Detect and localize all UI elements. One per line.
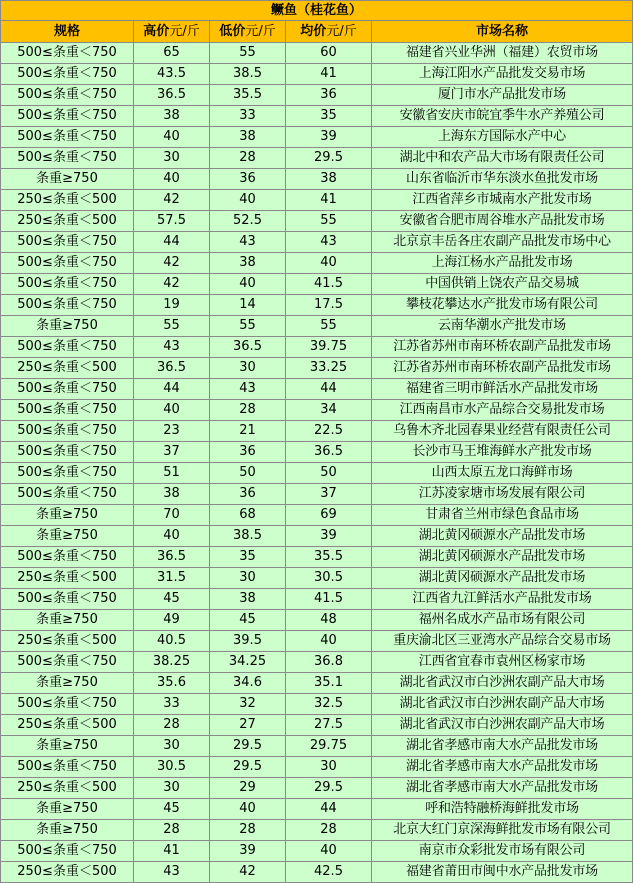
- table-row: [1, 190, 633, 211]
- spec-cell: 500≤条重＜750: [1, 547, 134, 568]
- avg-price-cell: 41.5: [286, 274, 372, 295]
- low-price-cell: 36: [210, 484, 286, 505]
- table-row: [1, 43, 633, 64]
- avg-price-cell: 48: [286, 610, 372, 631]
- table-row: [1, 169, 633, 190]
- spec-cell: 500≤条重＜750: [1, 379, 134, 400]
- header-low-label: 低价: [219, 24, 246, 39]
- table-row: [1, 463, 633, 484]
- market-cell: 湖北省武汉市白沙洲农副产品大市场: [372, 694, 633, 715]
- market-cell: 山西太原五龙口海鲜市场: [372, 463, 633, 484]
- header-spec: 规格: [1, 21, 134, 43]
- market-cell: 湖北中和农产品大市场有限责任公司: [372, 148, 633, 169]
- table-row: [1, 589, 633, 610]
- avg-price-cell: 43: [286, 232, 372, 253]
- table-row: [1, 526, 633, 547]
- table-row: [1, 64, 633, 85]
- low-price-cell: 34.6: [210, 673, 286, 694]
- high-price-cell: 51: [134, 463, 210, 484]
- low-price-cell: 28: [210, 148, 286, 169]
- avg-price-cell: 33.25: [286, 358, 372, 379]
- market-cell: 湖北省孝感市南大水产品批发市场: [372, 736, 633, 757]
- avg-price-cell: 41: [286, 64, 372, 85]
- high-price-cell: 40: [134, 526, 210, 547]
- market-cell: 重庆渝北区三亚湾水产品综合交易市场: [372, 631, 633, 652]
- header-avg: [286, 21, 372, 43]
- market-cell: 安徽省合肥市周谷堆水产品批发市场: [372, 211, 633, 232]
- avg-price-cell: 30: [286, 757, 372, 778]
- high-price-cell: 38.25: [134, 652, 210, 673]
- table-row: [1, 211, 633, 232]
- high-price-cell: 28: [134, 715, 210, 736]
- market-cell: 北京大红门京深海鲜批发市场有限公司: [372, 820, 633, 841]
- market-cell: 上海东方国际水产中心: [372, 127, 633, 148]
- high-price-cell: 43.5: [134, 64, 210, 85]
- high-price-cell: 57.5: [134, 211, 210, 232]
- spec-cell: 条重≥750: [1, 316, 134, 337]
- spec-cell: 250≤条重＜500: [1, 862, 134, 883]
- high-price-cell: 28: [134, 820, 210, 841]
- avg-price-cell: 38: [286, 169, 372, 190]
- market-cell: 上海江阳水产品批发交易市场: [372, 64, 633, 85]
- table-row: [1, 568, 633, 589]
- header-row: [1, 21, 633, 43]
- avg-price-cell: 36: [286, 85, 372, 106]
- spec-cell: 250≤条重＜500: [1, 715, 134, 736]
- spec-cell: 条重≥750: [1, 505, 134, 526]
- spec-cell: 250≤条重＜500: [1, 778, 134, 799]
- low-price-cell: 39: [210, 841, 286, 862]
- low-price-cell: 38: [210, 589, 286, 610]
- avg-price-cell: 60: [286, 43, 372, 64]
- header-avg-unit: 元/斤: [326, 24, 357, 39]
- avg-price-cell: 30.5: [286, 568, 372, 589]
- high-price-cell: 30: [134, 148, 210, 169]
- market-cell: 江西省萍乡市城南水产批发市场: [372, 190, 633, 211]
- avg-price-cell: 27.5: [286, 715, 372, 736]
- low-price-cell: 21: [210, 421, 286, 442]
- low-price-cell: 40: [210, 274, 286, 295]
- spec-cell: 条重≥750: [1, 736, 134, 757]
- low-price-cell: 42: [210, 862, 286, 883]
- market-cell: 呼和浩特融桥海鲜批发市场: [372, 799, 633, 820]
- avg-price-cell: 22.5: [286, 421, 372, 442]
- spec-cell: 500≤条重＜750: [1, 841, 134, 862]
- avg-price-cell: 37: [286, 484, 372, 505]
- low-price-cell: 29: [210, 778, 286, 799]
- avg-price-cell: 29.5: [286, 148, 372, 169]
- high-price-cell: 36.5: [134, 547, 210, 568]
- high-price-cell: 43: [134, 862, 210, 883]
- low-price-cell: 68: [210, 505, 286, 526]
- spec-cell: 500≤条重＜750: [1, 421, 134, 442]
- spec-cell: 250≤条重＜500: [1, 631, 134, 652]
- avg-price-cell: 41: [286, 190, 372, 211]
- low-price-cell: 39.5: [210, 631, 286, 652]
- table-row: [1, 295, 633, 316]
- table-row: [1, 799, 633, 820]
- low-price-cell: 28: [210, 400, 286, 421]
- low-price-cell: 55: [210, 316, 286, 337]
- header-low: [210, 21, 286, 43]
- low-price-cell: 43: [210, 232, 286, 253]
- market-cell: 湖北省孝感市南大水产品批发市场: [372, 778, 633, 799]
- table-row: [1, 316, 633, 337]
- high-price-cell: 31.5: [134, 568, 210, 589]
- low-price-cell: 50: [210, 463, 286, 484]
- market-cell: 湖北黄冈硕源水产品批发市场: [372, 526, 633, 547]
- avg-price-cell: 29.75: [286, 736, 372, 757]
- table-row: [1, 400, 633, 421]
- avg-price-cell: 39: [286, 526, 372, 547]
- table-row: [1, 547, 633, 568]
- table-row: [1, 442, 633, 463]
- low-price-cell: 35: [210, 547, 286, 568]
- table-row: [1, 337, 633, 358]
- high-price-cell: 42: [134, 190, 210, 211]
- high-price-cell: 38: [134, 484, 210, 505]
- avg-price-cell: 40: [286, 841, 372, 862]
- high-price-cell: 37: [134, 442, 210, 463]
- spec-cell: 250≤条重＜500: [1, 358, 134, 379]
- high-price-cell: 23: [134, 421, 210, 442]
- spec-cell: 500≤条重＜750: [1, 295, 134, 316]
- table-row: [1, 85, 633, 106]
- spec-cell: 500≤条重＜750: [1, 337, 134, 358]
- high-price-cell: 30: [134, 778, 210, 799]
- avg-price-cell: 35: [286, 106, 372, 127]
- high-price-cell: 49: [134, 610, 210, 631]
- table-row: [1, 484, 633, 505]
- market-cell: 福州名成水产品市场有限公司: [372, 610, 633, 631]
- spec-cell: 500≤条重＜750: [1, 442, 134, 463]
- avg-price-cell: 34: [286, 400, 372, 421]
- avg-price-cell: 40: [286, 631, 372, 652]
- market-cell: 安徽省安庆市皖宜季牛水产养殖公司: [372, 106, 633, 127]
- avg-price-cell: 39: [286, 127, 372, 148]
- avg-price-cell: 32.5: [286, 694, 372, 715]
- high-price-cell: 55: [134, 316, 210, 337]
- high-price-cell: 40: [134, 400, 210, 421]
- spec-cell: 500≤条重＜750: [1, 652, 134, 673]
- high-price-cell: 30: [134, 736, 210, 757]
- low-price-cell: 30: [210, 358, 286, 379]
- low-price-cell: 29.5: [210, 736, 286, 757]
- table-row: [1, 820, 633, 841]
- market-cell: 山东省临沂市华东淡水鱼批发市场: [372, 169, 633, 190]
- spec-cell: 500≤条重＜750: [1, 85, 134, 106]
- spec-cell: 250≤条重＜500: [1, 190, 134, 211]
- high-price-cell: 36.5: [134, 358, 210, 379]
- market-cell: 厦门市水产品批发市场: [372, 85, 633, 106]
- avg-price-cell: 41.5: [286, 589, 372, 610]
- market-cell: 江苏省苏州市南环桥农副产品批发市场: [372, 337, 633, 358]
- low-price-cell: 33: [210, 106, 286, 127]
- avg-price-cell: 17.5: [286, 295, 372, 316]
- market-cell: 江西南昌市水产品综合交易批发市场: [372, 400, 633, 421]
- avg-price-cell: 35.1: [286, 673, 372, 694]
- market-cell: 福建省莆田市闽中水产品批发市场: [372, 862, 633, 883]
- low-price-cell: 32: [210, 694, 286, 715]
- spec-cell: 条重≥750: [1, 169, 134, 190]
- spec-cell: 500≤条重＜750: [1, 64, 134, 85]
- market-cell: 长沙市马王堆海鲜水产批发市场: [372, 442, 633, 463]
- high-price-cell: 40: [134, 127, 210, 148]
- market-cell: 湖北省孝感市南大水产品批发市场: [372, 757, 633, 778]
- header-market: 市场名称: [372, 21, 633, 43]
- low-price-cell: 36.5: [210, 337, 286, 358]
- spec-cell: 500≤条重＜750: [1, 106, 134, 127]
- table-row: [1, 505, 633, 526]
- spec-cell: 500≤条重＜750: [1, 694, 134, 715]
- spec-cell: 500≤条重＜750: [1, 127, 134, 148]
- market-cell: 甘肃省兰州市绿色食品市场: [372, 505, 633, 526]
- table-row: [1, 673, 633, 694]
- table-row: [1, 631, 633, 652]
- spec-cell: 条重≥750: [1, 610, 134, 631]
- spec-cell: 条重≥750: [1, 526, 134, 547]
- high-price-cell: 65: [134, 43, 210, 64]
- table-row: [1, 232, 633, 253]
- high-price-cell: 44: [134, 232, 210, 253]
- high-price-cell: 30.5: [134, 757, 210, 778]
- avg-price-cell: 28: [286, 820, 372, 841]
- header-avg-label: 均价: [300, 24, 327, 39]
- table-row: [1, 274, 633, 295]
- table-row: [1, 715, 633, 736]
- market-cell: 福建省兴业华洲（福建）农贸市场: [372, 43, 633, 64]
- market-cell: 江苏省苏州市南环桥农副产品批发市场: [372, 358, 633, 379]
- table-row: [1, 358, 633, 379]
- low-price-cell: 38.5: [210, 526, 286, 547]
- table-title: 鳜鱼（桂花鱼）: [1, 1, 633, 21]
- high-price-cell: 35.6: [134, 673, 210, 694]
- table-row: [1, 757, 633, 778]
- spec-cell: 500≤条重＜750: [1, 148, 134, 169]
- spec-cell: 条重≥750: [1, 820, 134, 841]
- avg-price-cell: 55: [286, 211, 372, 232]
- high-price-cell: 45: [134, 799, 210, 820]
- table-row: [1, 736, 633, 757]
- avg-price-cell: 36.8: [286, 652, 372, 673]
- table-body: [1, 43, 633, 883]
- market-cell: 中国供销上饶农产品交易城: [372, 274, 633, 295]
- table-row: [1, 652, 633, 673]
- low-price-cell: 36: [210, 169, 286, 190]
- market-cell: 上海江杨水产品批发市场: [372, 253, 633, 274]
- title-row: [1, 1, 633, 21]
- high-price-cell: 38: [134, 106, 210, 127]
- low-price-cell: 52.5: [210, 211, 286, 232]
- market-cell: 湖北黄冈硕源水产品批发市场: [372, 547, 633, 568]
- spec-cell: 条重≥750: [1, 673, 134, 694]
- high-price-cell: 43: [134, 337, 210, 358]
- market-cell: 北京京丰岳各庄农副产品批发市场中心: [372, 232, 633, 253]
- table-row: [1, 421, 633, 442]
- high-price-cell: 44: [134, 379, 210, 400]
- low-price-cell: 28: [210, 820, 286, 841]
- market-cell: 云南华潮水产批发市场: [372, 316, 633, 337]
- market-cell: 湖北省武汉市白沙洲农副产品大市场: [372, 673, 633, 694]
- spec-cell: 500≤条重＜750: [1, 589, 134, 610]
- high-price-cell: 36.5: [134, 85, 210, 106]
- spec-cell: 500≤条重＜750: [1, 463, 134, 484]
- market-cell: 江苏凌家塘市场发展有限公司: [372, 484, 633, 505]
- market-cell: 湖北省武汉市白沙洲农副产品大市场: [372, 715, 633, 736]
- high-price-cell: 19: [134, 295, 210, 316]
- low-price-cell: 43: [210, 379, 286, 400]
- avg-price-cell: 50: [286, 463, 372, 484]
- market-cell: 江西省宜春市袁州区杨家市场: [372, 652, 633, 673]
- spec-cell: 500≤条重＜750: [1, 484, 134, 505]
- market-cell: 福建省三明市鲜活水产品批发市场: [372, 379, 633, 400]
- avg-price-cell: 55: [286, 316, 372, 337]
- high-price-cell: 70: [134, 505, 210, 526]
- header-high-unit: 元/斤: [169, 24, 200, 39]
- low-price-cell: 38: [210, 127, 286, 148]
- table-row: [1, 148, 633, 169]
- high-price-cell: 41: [134, 841, 210, 862]
- avg-price-cell: 42.5: [286, 862, 372, 883]
- spec-cell: 500≤条重＜750: [1, 43, 134, 64]
- header-high-label: 高价: [143, 24, 170, 39]
- table-row: [1, 127, 633, 148]
- avg-price-cell: 69: [286, 505, 372, 526]
- table-row: [1, 694, 633, 715]
- avg-price-cell: 44: [286, 379, 372, 400]
- avg-price-cell: 36.5: [286, 442, 372, 463]
- high-price-cell: 40.5: [134, 631, 210, 652]
- header-high: [134, 21, 210, 43]
- table-row: [1, 610, 633, 631]
- low-price-cell: 40: [210, 799, 286, 820]
- spec-cell: 条重≥750: [1, 799, 134, 820]
- table-row: [1, 778, 633, 799]
- spec-cell: 500≤条重＜750: [1, 757, 134, 778]
- avg-price-cell: 35.5: [286, 547, 372, 568]
- low-price-cell: 55: [210, 43, 286, 64]
- low-price-cell: 38.5: [210, 64, 286, 85]
- spec-cell: 250≤条重＜500: [1, 568, 134, 589]
- avg-price-cell: 44: [286, 799, 372, 820]
- high-price-cell: 42: [134, 253, 210, 274]
- high-price-cell: 40: [134, 169, 210, 190]
- low-price-cell: 34.25: [210, 652, 286, 673]
- high-price-cell: 33: [134, 694, 210, 715]
- market-cell: 南京市众彩批发市场有限公司: [372, 841, 633, 862]
- high-price-cell: 42: [134, 274, 210, 295]
- table-row: [1, 841, 633, 862]
- avg-price-cell: 40: [286, 253, 372, 274]
- market-cell: 攀枝花攀达水产批发市场有限公司: [372, 295, 633, 316]
- low-price-cell: 30: [210, 568, 286, 589]
- market-cell: 江西省九江鲜活水产品批发市场: [372, 589, 633, 610]
- table-row: [1, 379, 633, 400]
- low-price-cell: 45: [210, 610, 286, 631]
- avg-price-cell: 29.5: [286, 778, 372, 799]
- low-price-cell: 29.5: [210, 757, 286, 778]
- spec-cell: 500≤条重＜750: [1, 232, 134, 253]
- spec-cell: 500≤条重＜750: [1, 274, 134, 295]
- header-low-unit: 元/斤: [245, 24, 276, 39]
- low-price-cell: 35.5: [210, 85, 286, 106]
- market-cell: 乌鲁木齐北园春果业经营有限责任公司: [372, 421, 633, 442]
- low-price-cell: 38: [210, 253, 286, 274]
- table-row: [1, 106, 633, 127]
- low-price-cell: 40: [210, 190, 286, 211]
- low-price-cell: 27: [210, 715, 286, 736]
- low-price-cell: 36: [210, 442, 286, 463]
- spec-cell: 250≤条重＜500: [1, 211, 134, 232]
- spec-cell: 500≤条重＜750: [1, 253, 134, 274]
- market-cell: 湖北黄冈硕源水产品批发市场: [372, 568, 633, 589]
- table-row: [1, 862, 633, 883]
- table-row: [1, 253, 633, 274]
- high-price-cell: 45: [134, 589, 210, 610]
- low-price-cell: 14: [210, 295, 286, 316]
- spec-cell: 500≤条重＜750: [1, 400, 134, 421]
- avg-price-cell: 39.75: [286, 337, 372, 358]
